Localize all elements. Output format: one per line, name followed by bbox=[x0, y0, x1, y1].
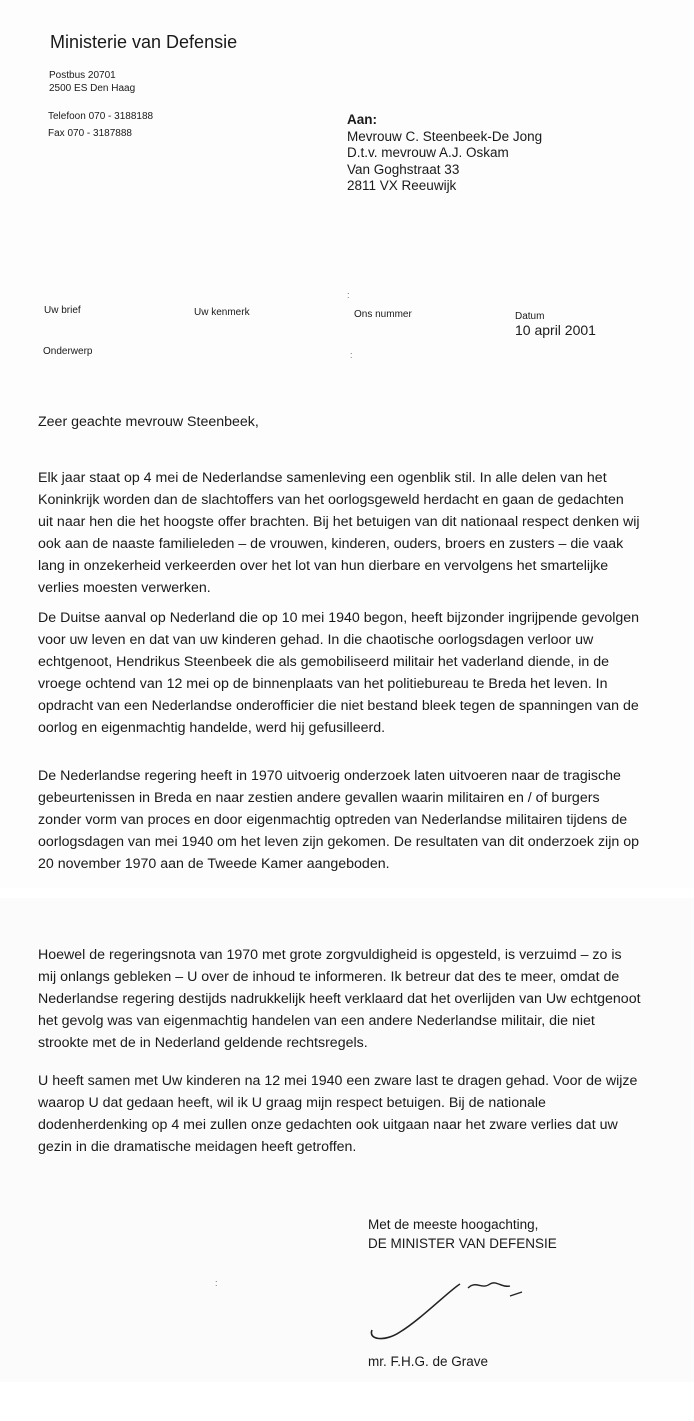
text-line: Koninkrijk worden dan de slachtoffers van het oorlogsgeweld herdacht en gaan de gedachten bbox=[38, 492, 624, 508]
text-line: echtgenoot, Hendrikus Steenbeek die als gemobiliseerd militair het vaderland diende, in de bbox=[38, 654, 610, 670]
fold-mark: : bbox=[350, 350, 353, 360]
label-onderwerp: Onderwerp bbox=[43, 346, 93, 357]
recipient-line: Mevrouw C. Steenbeek-De Jong bbox=[347, 128, 543, 144]
paragraph bbox=[38, 467, 678, 599]
text-line: ook aan de naaste familieleden – de vrouwen, kinderen, ouders, broers en zusters – die vaak bbox=[38, 536, 624, 552]
letterhead-org: Ministerie van Defensie bbox=[50, 32, 238, 52]
text-line: Hoewel de regeringsnota van 1970 met grote zorgvuldigheid is opgesteld, is verzuimd – zo is bbox=[38, 947, 622, 963]
letterhead-fax: Fax 070 - 3187888 bbox=[48, 128, 132, 139]
text-line: gebeurtenissen in Breda en naar zestien andere gevallen waarin militairen en / of burgers bbox=[38, 790, 600, 806]
text-line: voor uw leven en dat van uw kinderen gehad. In die chaotische oorlogsdagen verloor uw bbox=[38, 632, 594, 648]
text-line: verlies moesten verwerken. bbox=[38, 580, 211, 596]
paragraph bbox=[38, 1070, 678, 1158]
text-line: het gevolg was van eigenmachtig handelen van een andere Nederlandse militair, die niet bbox=[38, 1013, 595, 1029]
fold-mark: : bbox=[347, 290, 350, 300]
text-line: strookte met de in Nederland geldende rechtsregels. bbox=[38, 1035, 368, 1051]
text-line: oorlogsdagen van mei 1940 om het leven zijn gekomen. De resultaten van dit onderzoek zijn op bbox=[38, 834, 639, 850]
letterhead-postbus: Postbus 20701 bbox=[49, 70, 116, 81]
recipient-line: Van Goghstraat 33 bbox=[347, 161, 460, 177]
salutation: Zeer geachte mevrouw Steenbeek, bbox=[38, 414, 259, 430]
text-line: De Nederlandse regering heeft in 1970 uitvoerig onderzoek laten uitvoeren naar de tragische bbox=[38, 768, 621, 784]
letter-page-2 bbox=[0, 898, 694, 1382]
letter-date: 10 april 2001 bbox=[515, 322, 596, 338]
text-line: waarop U dat gedaan heeft, wil ik U graag mijn respect betuigen. Bij de nationale bbox=[38, 1095, 546, 1111]
signature-image bbox=[360, 1270, 540, 1350]
label-uw-kenmerk: Uw kenmerk bbox=[194, 307, 250, 318]
text-line: opdracht van een Nederlandse onderofficier die niet bestand bleek tegen de spanningen van de bbox=[38, 698, 639, 714]
text-line: Nederlandse regering destijds nadrukkelijk heeft verklaard dat het overlijden van Uw echtgenoot bbox=[38, 991, 641, 1007]
text-line: uit naar hen die het hoogste offer brachten. Bij het betuigen van dit nationaal respect denken wij bbox=[38, 514, 640, 530]
paragraph bbox=[38, 607, 678, 739]
label-datum: Datum bbox=[515, 311, 545, 322]
text-line: zonder vorm van proces en door eigenmachtig optreden van Nederlandse militairen tijdens de bbox=[38, 812, 628, 828]
text-line: Elk jaar staat op 4 mei de Nederlandse samenleving een ogenblik stil. In alle delen van het bbox=[38, 470, 607, 486]
text-line: U heeft samen met Uw kinderen na 12 mei 1940 een zware last te dragen gehad. Voor de wijze bbox=[38, 1073, 638, 1089]
paragraph bbox=[38, 944, 678, 1054]
text-line: 20 november 1970 aan de Tweede Kamer aangeboden. bbox=[38, 856, 390, 872]
fold-mark: : bbox=[215, 1278, 218, 1288]
text-line: mij onlangs gebleken – U over de inhoud te informeren. Ik betreur dat des te meer, omdat de bbox=[38, 969, 620, 985]
letterhead-city: 2500 ES Den Haag bbox=[49, 83, 136, 94]
paragraph bbox=[38, 765, 678, 875]
text-line: De Duitse aanval op Nederland die op 10 mei 1940 begon, heeft bijzonder ingrijpende gevolgen bbox=[38, 610, 640, 626]
recipient-block bbox=[347, 112, 542, 195]
text-line: vroege ochtend van 12 mei op de binnenplaats van het politiebureau te Breda het leven. In bbox=[38, 676, 608, 692]
closing-title: DE MINISTER VAN DEFENSIE bbox=[368, 1236, 557, 1251]
text-line: lang in onzekerheid verkeerden over het lot van hun dierbare en vervolgens het smartelijke bbox=[38, 558, 609, 574]
recipient-label: Aan: bbox=[347, 112, 377, 127]
recipient-line: 2811 VX Reeuwijk bbox=[347, 178, 457, 193]
text-line: dodenherdenking op 4 mei zullen onze gedachten ook uitgaan naar het zware verlies dat uw bbox=[38, 1117, 618, 1133]
recipient-line: D.t.v. mevrouw A.J. Oskam bbox=[347, 145, 509, 160]
text-line: oorlog en eigenmachtig handelde, werd hij gefusilleerd. bbox=[38, 720, 386, 736]
label-uw-brief: Uw brief bbox=[44, 305, 81, 316]
text-line: gezin in die dramatische meidagen heeft getroffen. bbox=[38, 1139, 357, 1155]
label-ons-nummer: Ons nummer bbox=[354, 309, 412, 320]
closing-greeting: Met de meeste hoogachting, bbox=[368, 1217, 539, 1232]
letterhead-phone: Telefoon 070 - 3188188 bbox=[48, 111, 154, 122]
signatory-name: mr. F.H.G. de Grave bbox=[368, 1354, 489, 1369]
